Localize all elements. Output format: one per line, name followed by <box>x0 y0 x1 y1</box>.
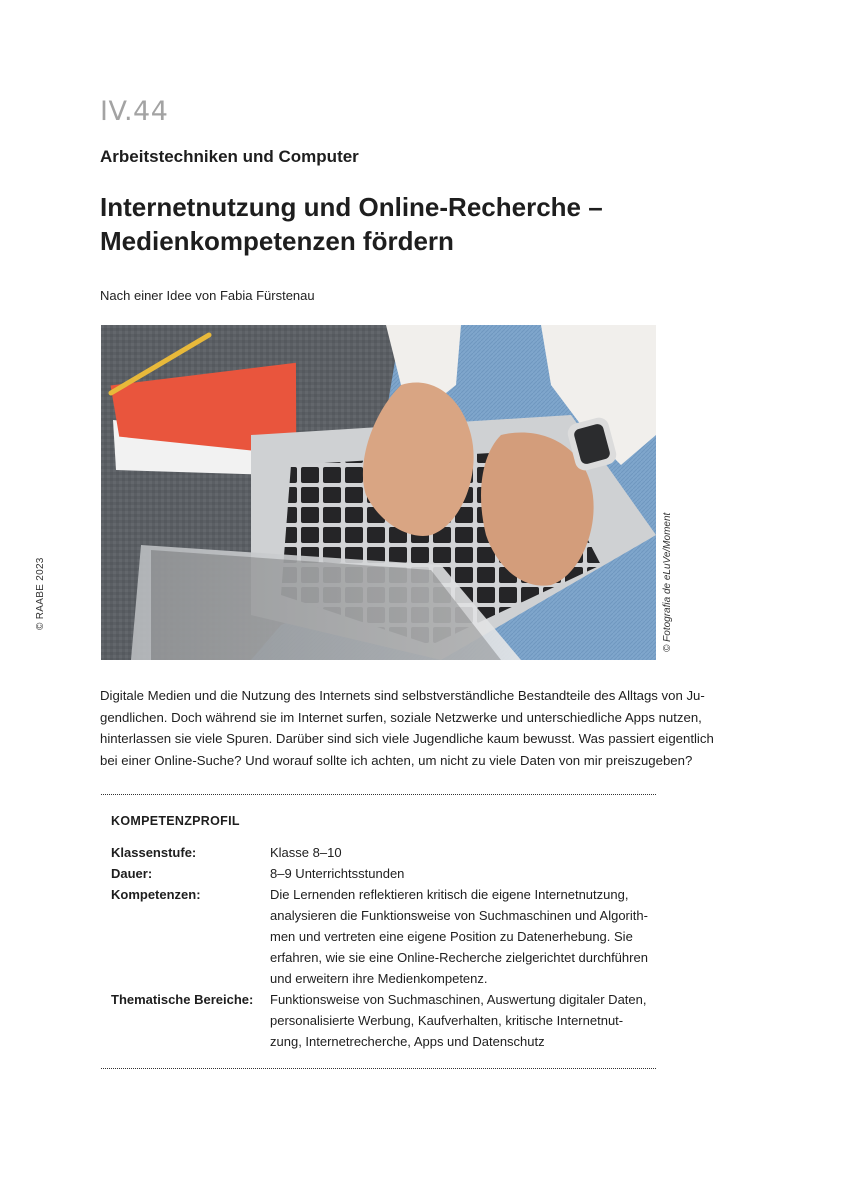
intro-line: gendlichen. Doch während sie im Internet surfen, soziale Netzwerke und unterschiedliche Apps nutzen, <box>100 709 702 725</box>
subject-heading: Arbeitstechniken und Computer <box>100 147 359 166</box>
profile-value-line: zung, Internetrecherche, Apps und Datenschutz <box>270 1034 545 1049</box>
profile-value-line: personalisierte Werbung, Kaufverhalten, kritische Internetnut- <box>270 1013 624 1028</box>
profile-value <box>270 989 650 1052</box>
profile-label: Kompetenzen: <box>111 887 201 902</box>
divider-bottom <box>101 1068 656 1069</box>
competence-profile <box>111 814 656 1052</box>
profile-label: Dauer: <box>111 866 153 881</box>
profile-value-line: erfahren, wie sie eine Online-Recherche zielgerichtet durchführen <box>270 950 648 965</box>
page-title <box>100 190 720 258</box>
intro-line: bei einer Online-Suche? Und worauf sollte ich achten, um nicht zu viele Daten von mir preiszugeben? <box>100 752 693 768</box>
intro-paragraph <box>100 685 714 771</box>
copyright-notice: © RAABE 2023 <box>35 557 46 630</box>
intro-line: Digitale Medien und die Nutzung des Internets sind selbstverständliche Bestandteile des Alltags von Ju- <box>100 688 705 703</box>
intro-line: hinterlassen sie viele Spuren. Darüber sind sich viele Jugendliche kaum bewusst. Was passiert eigentlich <box>100 731 714 746</box>
profile-value <box>270 884 650 989</box>
profile-value-line: men und vertreten eine eigene Position zu Datenerhebung. Sie <box>270 929 633 944</box>
author-note: Nach einer Idee von Fabia Fürstenau <box>100 288 315 303</box>
profile-value-line: und erweitern ihre Medienkompetenz. <box>270 971 488 986</box>
profile-row-competences <box>111 884 656 989</box>
profile-value <box>270 842 650 863</box>
profile-label: Thematische Bereiche: <box>111 992 254 1007</box>
laptop-photo <box>101 325 656 660</box>
profile-row-duration <box>111 863 656 884</box>
profile-value <box>270 863 650 884</box>
profile-row-topics <box>111 989 656 1052</box>
title-line: Medienkompetenzen fördern <box>100 226 454 256</box>
photo-credit: © Fotografia de eLuVe/Moment <box>662 512 673 652</box>
profile-value-line: 8–9 Unterrichtsstunden <box>270 866 405 881</box>
divider-top <box>101 794 656 795</box>
profile-value-line: Klasse 8–10 <box>270 845 342 860</box>
profile-value-line: analysieren die Funktionsweise von Suchmaschinen und Algorith- <box>270 908 648 923</box>
profile-value-line: Die Lernenden reflektieren kritisch die eigene Internetnutzung, <box>270 887 629 902</box>
profile-row-grade <box>111 842 656 863</box>
profile-heading: KOMPETENZPROFIL <box>111 814 240 828</box>
profile-label: Klassenstufe: <box>111 845 197 860</box>
section-code: IV.44 <box>100 96 169 127</box>
profile-value-line: Funktionsweise von Suchmaschinen, Auswertung digitaler Daten, <box>270 992 647 1007</box>
title-line: Internetnutzung und Online-Recherche – <box>100 192 603 222</box>
